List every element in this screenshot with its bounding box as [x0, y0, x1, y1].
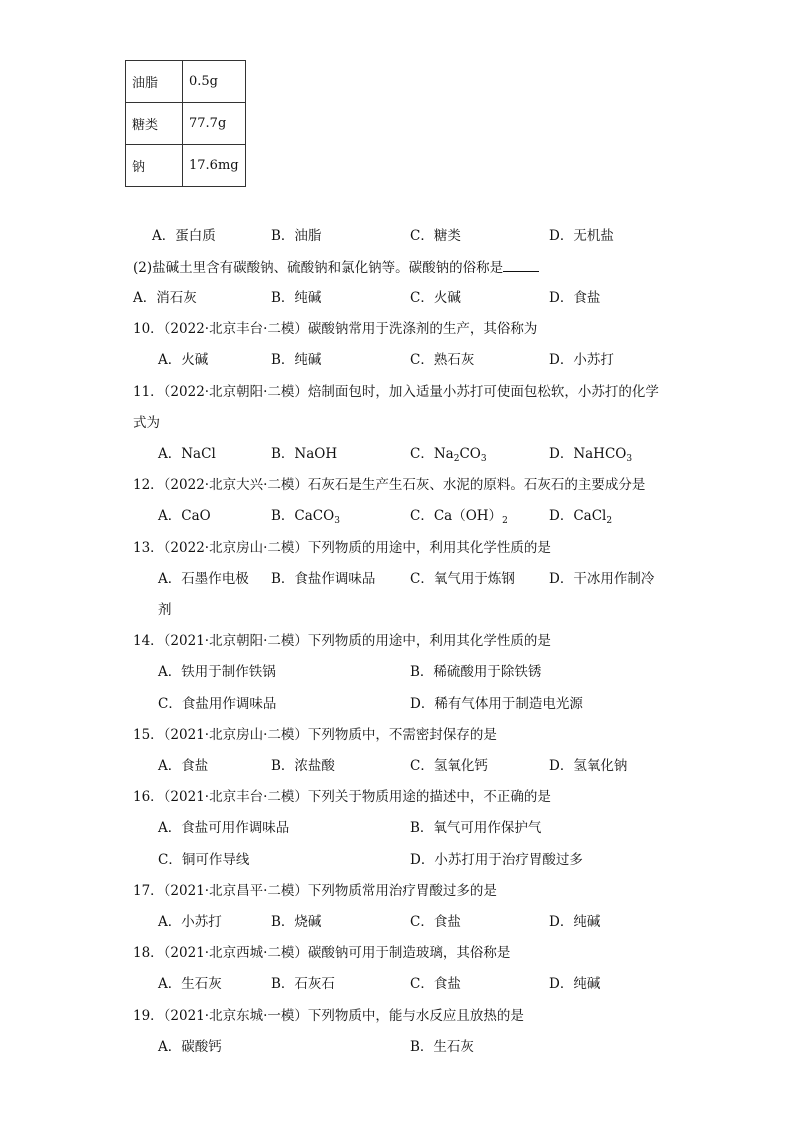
- question-stem: 19．（2021·北京东城·一模）下列物质中，能与水反应且放热的是: [133, 1008, 524, 1024]
- option-a: A．小苏打: [158, 914, 222, 930]
- option-b: B．烧碱: [271, 914, 322, 930]
- option-d: D．稀有气体用于制造电光源: [410, 696, 583, 712]
- option-b: B．浓盐酸: [271, 758, 335, 774]
- option-d-cont: 剂: [158, 602, 172, 618]
- option-c: [410, 506, 508, 526]
- question-stem: 16．（2021·北京丰台·二模）下列关于物质用途的描述中，不正确的是: [133, 789, 551, 805]
- table-cell-value: 0.5g: [183, 61, 246, 103]
- option-d: D．氢氧化钠: [549, 758, 628, 774]
- option-b: B．食盐作调味品: [271, 571, 376, 587]
- formula-text: C．Na: [410, 446, 454, 462]
- option-a: A．CaO: [158, 508, 211, 524]
- option-c: C．糖类: [410, 228, 461, 244]
- question-stem: 12．（2022·北京大兴·二模）石灰石是生产生石灰、水泥的原料。石灰石的主要成分是: [133, 477, 646, 493]
- option-a: A．消石灰: [133, 290, 197, 306]
- option-c: C．食盐用作调味品: [158, 696, 277, 712]
- table-cell-name: 钠: [126, 145, 183, 187]
- question-stem: 15．（2021·北京房山·二模）下列物质中，不需密封保存的是: [133, 727, 497, 743]
- option-a: A．食盐可用作调味品: [158, 820, 290, 836]
- answer-blank: [503, 257, 539, 272]
- formula-subscript: 2: [606, 516, 613, 526]
- option-b: B．石灰石: [271, 976, 335, 992]
- option-a: A．食盐: [158, 758, 209, 774]
- table-row: [126, 103, 246, 145]
- option-b: B．纯碱: [271, 290, 322, 306]
- option-b: B．油脂: [271, 228, 322, 244]
- table-cell-name: 油脂: [126, 61, 183, 103]
- option-d: D．纯碱: [549, 976, 601, 992]
- option-b: B．氧气可用作保护气: [410, 820, 542, 836]
- option-d: D．小苏打用于治疗胃酸过多: [410, 852, 583, 868]
- option-d: D．干冰用作制冷: [549, 571, 655, 587]
- option-c: C．氧气用于炼钢: [410, 571, 515, 587]
- table-cell-value: 77.7g: [183, 103, 246, 145]
- option-d: [549, 444, 632, 464]
- option-c: C．火碱: [410, 290, 461, 306]
- option-d: D．食盐: [549, 290, 601, 306]
- option-a: A．石墨作电极: [158, 571, 249, 587]
- option-b: B．稀硫酸用于除铁锈: [410, 664, 542, 680]
- option-a: A．铁用于制作铁锅: [158, 664, 276, 680]
- question-stem: [133, 257, 539, 278]
- option-a: A．碳酸钙: [158, 1039, 222, 1055]
- option-c: C．氢氧化钙: [410, 758, 488, 774]
- option-d: D．纯碱: [549, 914, 601, 930]
- option-b: B．生石灰: [410, 1039, 474, 1055]
- question-stem: 10．（2022·北京丰台·二模）碳酸钠常用于洗涤剂的生产，其俗称为: [133, 321, 538, 337]
- nutrition-table: [125, 60, 246, 187]
- option-a: A．生石灰: [158, 976, 222, 992]
- table-row: [126, 145, 246, 187]
- formula-text: C．Ca（OH）: [410, 508, 503, 524]
- option-b: [271, 506, 340, 526]
- formula-subscript: 3: [626, 454, 633, 464]
- option-c: C．熟石灰: [410, 352, 475, 368]
- question-stem: 13．（2022·北京房山·二模）下列物质的用途中，利用其化学性质的是: [133, 540, 551, 556]
- option-c: C．食盐: [410, 976, 461, 992]
- formula-subscript: 3: [334, 516, 340, 526]
- option-a: A．火碱: [158, 352, 209, 368]
- formula-text: B．CaCO: [271, 508, 335, 524]
- option-c: [410, 444, 487, 464]
- option-b: B．纯碱: [271, 352, 322, 368]
- formula-text: CO: [459, 446, 481, 462]
- option-d: [549, 506, 612, 526]
- table-row: [126, 61, 246, 103]
- option-d: D．小苏打: [549, 352, 614, 368]
- formula-text: D．NaHCO: [549, 446, 627, 462]
- option-a: A．NaCl: [158, 446, 216, 462]
- formula-subscript: 2: [502, 516, 508, 526]
- question-stem: 17．（2021·北京昌平·二模）下列物质常用治疗胃酸过多的是: [133, 883, 497, 899]
- question-stem: 18．（2021·北京西城·二模）碳酸钠可用于制造玻璃，其俗称是: [133, 945, 511, 961]
- question-stem: 14．（2021·北京朝阳·二模）下列物质的用途中，利用其化学性质的是: [133, 633, 551, 649]
- table-cell-value: 17.6mg: [183, 145, 246, 187]
- option-c: C．食盐: [410, 914, 461, 930]
- question-stem: 11．（2022·北京朝阳·二模）焙制面包时，加入适量小苏打可使面包松软，小苏打的化学: [133, 384, 659, 400]
- formula-text: D．CaCl: [549, 508, 607, 524]
- formula-subscript: 2: [453, 454, 460, 464]
- formula-subscript: 3: [480, 454, 487, 464]
- question-text: (2)盐碱土里含有碳酸钠、硫酸钠和氯化钠等。碳酸钠的俗称是: [133, 260, 504, 276]
- table-cell-name: 糖类: [126, 103, 183, 145]
- option-a: A．蛋白质: [152, 228, 216, 244]
- option-b: B．NaOH: [271, 446, 338, 462]
- question-stem-cont: 式为: [133, 415, 160, 431]
- option-d: D．无机盐: [549, 228, 614, 244]
- option-c: C．铜可作导线: [158, 852, 250, 868]
